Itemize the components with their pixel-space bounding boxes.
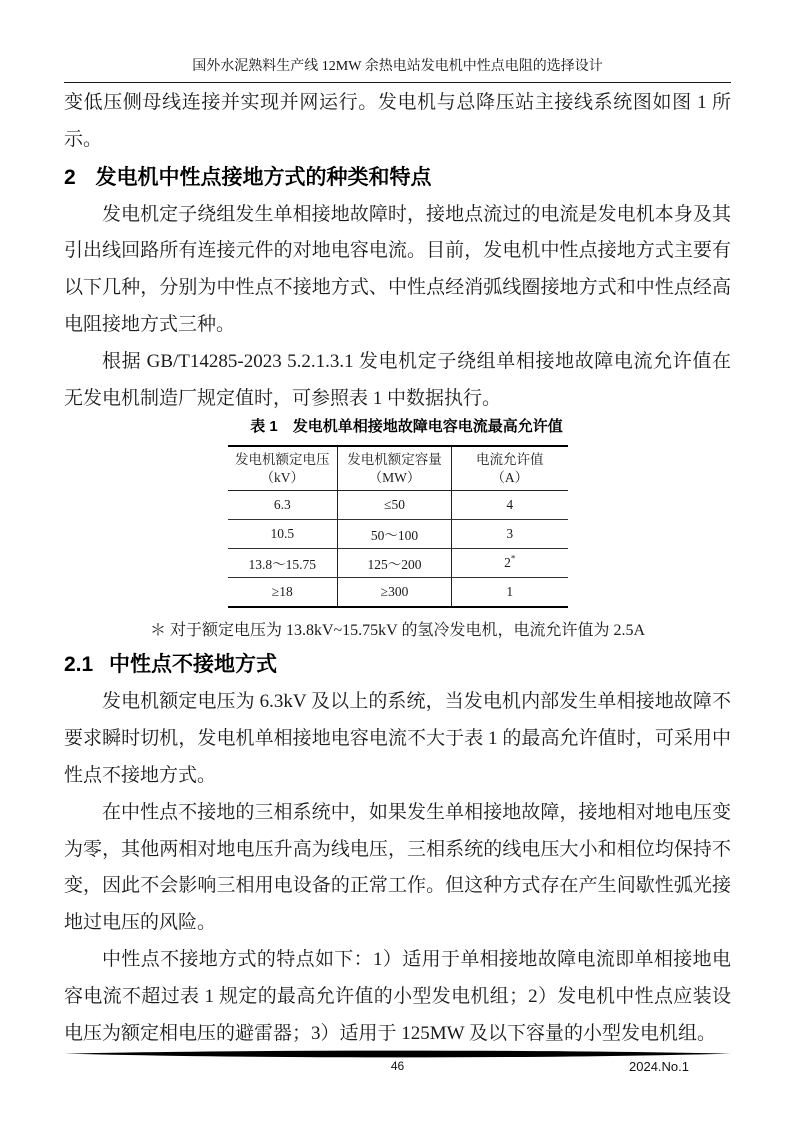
cell-current (452, 520, 568, 549)
table-row (228, 491, 568, 520)
section-2-1-number: 2.1 (64, 653, 94, 677)
table-row (228, 578, 568, 608)
cell-current-value: 1 (506, 584, 514, 600)
table-header-current (452, 446, 568, 491)
cell-current (452, 549, 568, 578)
table-1 (228, 445, 568, 608)
footer-divider-bar (64, 1050, 731, 1058)
cell-capacity: ≥300 (338, 578, 452, 608)
table-header-voltage-line1: 发电机额定电压 (235, 451, 330, 467)
section-2-1-paragraph-1: 发电机额定电压为 6.3kV 及以上的系统，当发电机内部发生单相接地故障不要求瞬时切机，发电机单相接地电容电流不大于表 1 的最高允许值时，可采用中性点不接地方式。 (64, 691, 731, 786)
section-2-heading (64, 159, 731, 197)
table-header-current-line1: 电流允许值 (476, 451, 544, 467)
section-2-1-title: 中性点不接地方式 (109, 653, 278, 677)
cell-capacity: 50～100 (338, 520, 452, 549)
table-header-row (228, 446, 568, 491)
cell-current-value: 4 (506, 497, 514, 513)
section-2-paragraph-1: 发电机定子绕组发生单相接地故障时，接地点流过的电流是发电机本身及其引出线回路所有连接元件的对地电容电流。目前，发电机中性点接地方式主要有以下几种，分别为中性点不接地方式、中性点经消弧线圈接地方式和中性点经高电阻接地方式三种。 (64, 203, 731, 335)
cell-current-value: 2 (504, 555, 511, 571)
table-header-capacity (338, 446, 452, 491)
section-2-number: 2 (64, 165, 76, 189)
table-header-voltage (228, 446, 338, 491)
table-1-footnote: ＊ 对于额定电压为 13.8kV~15.75kV 的氢冷发电机，电流允许值为 2.5A (149, 622, 646, 640)
section-2-1-paragraph-3: 中性点不接地方式的特点如下：1）适用于单相接地故障电流即单相接地电容电流不超过表 1 规定的最高允许值的小型发电机组；2）发电机中性点应装设电压为额定相电压的避雷器；3）适用于 125MW 及以下容量的小型发电机组。 (64, 948, 731, 1044)
table-1-caption: 表 1 发电机单相接地故障电容电流最高允许值 (250, 418, 563, 436)
intro-paragraph: 变低压侧母线连接并实现并网运行。发电机与总降压站主接线系统图如图 1 所示。 (64, 92, 731, 150)
section-2-1-paragraph-2: 在中性点不接地的三相系统中，如果发生单相接地故障，接地相对地电压变为零，其他两相对地电压升高为线电压，三相系统的线电压大小和相位均保持不变，因此不会影响三相用电设备的正常工作。但这种方式存在产生间歇性弧光接地过电压的风险。 (64, 801, 731, 934)
cell-current (452, 491, 568, 520)
table-header-capacity-line1: 发电机额定容量 (347, 451, 442, 467)
cell-voltage: 6.3 (228, 491, 338, 520)
table-row (228, 549, 568, 578)
section-2-1-heading (64, 646, 731, 684)
cell-current (452, 578, 568, 608)
cell-voltage: 10.5 (228, 520, 338, 549)
cell-current-sup: * (510, 553, 516, 564)
table-header-capacity-line2: （MW） (368, 469, 421, 485)
section-2-title: 发电机中性点接地方式的种类和特点 (95, 165, 432, 189)
table-row (228, 520, 568, 549)
running-head-title: 国外水泥熟料生产线 12MW 余热电站发电机中性点电阻的选择设计 (64, 57, 731, 83)
table-header-current-line2: （A） (491, 469, 529, 485)
cell-capacity: ≤50 (338, 491, 452, 520)
section-2-paragraph-2: 根据 GB/T14285-2023 5.2.1.3.1 发电机定子绕组单相接地故障电流允许值在无发电机制造厂规定值时，可参照表 1 中数据执行。 (64, 350, 731, 409)
page-number: 46 (390, 1059, 405, 1073)
cell-voltage: 13.8～15.75 (228, 549, 338, 578)
page-content (64, 85, 731, 1052)
cell-capacity: 125～200 (338, 549, 452, 578)
cell-current-value: 3 (506, 526, 514, 542)
cell-voltage: ≥18 (228, 578, 338, 608)
issue-label: 2024.No.1 (629, 1059, 689, 1074)
table-header-voltage-line2: （kV） (260, 469, 304, 485)
